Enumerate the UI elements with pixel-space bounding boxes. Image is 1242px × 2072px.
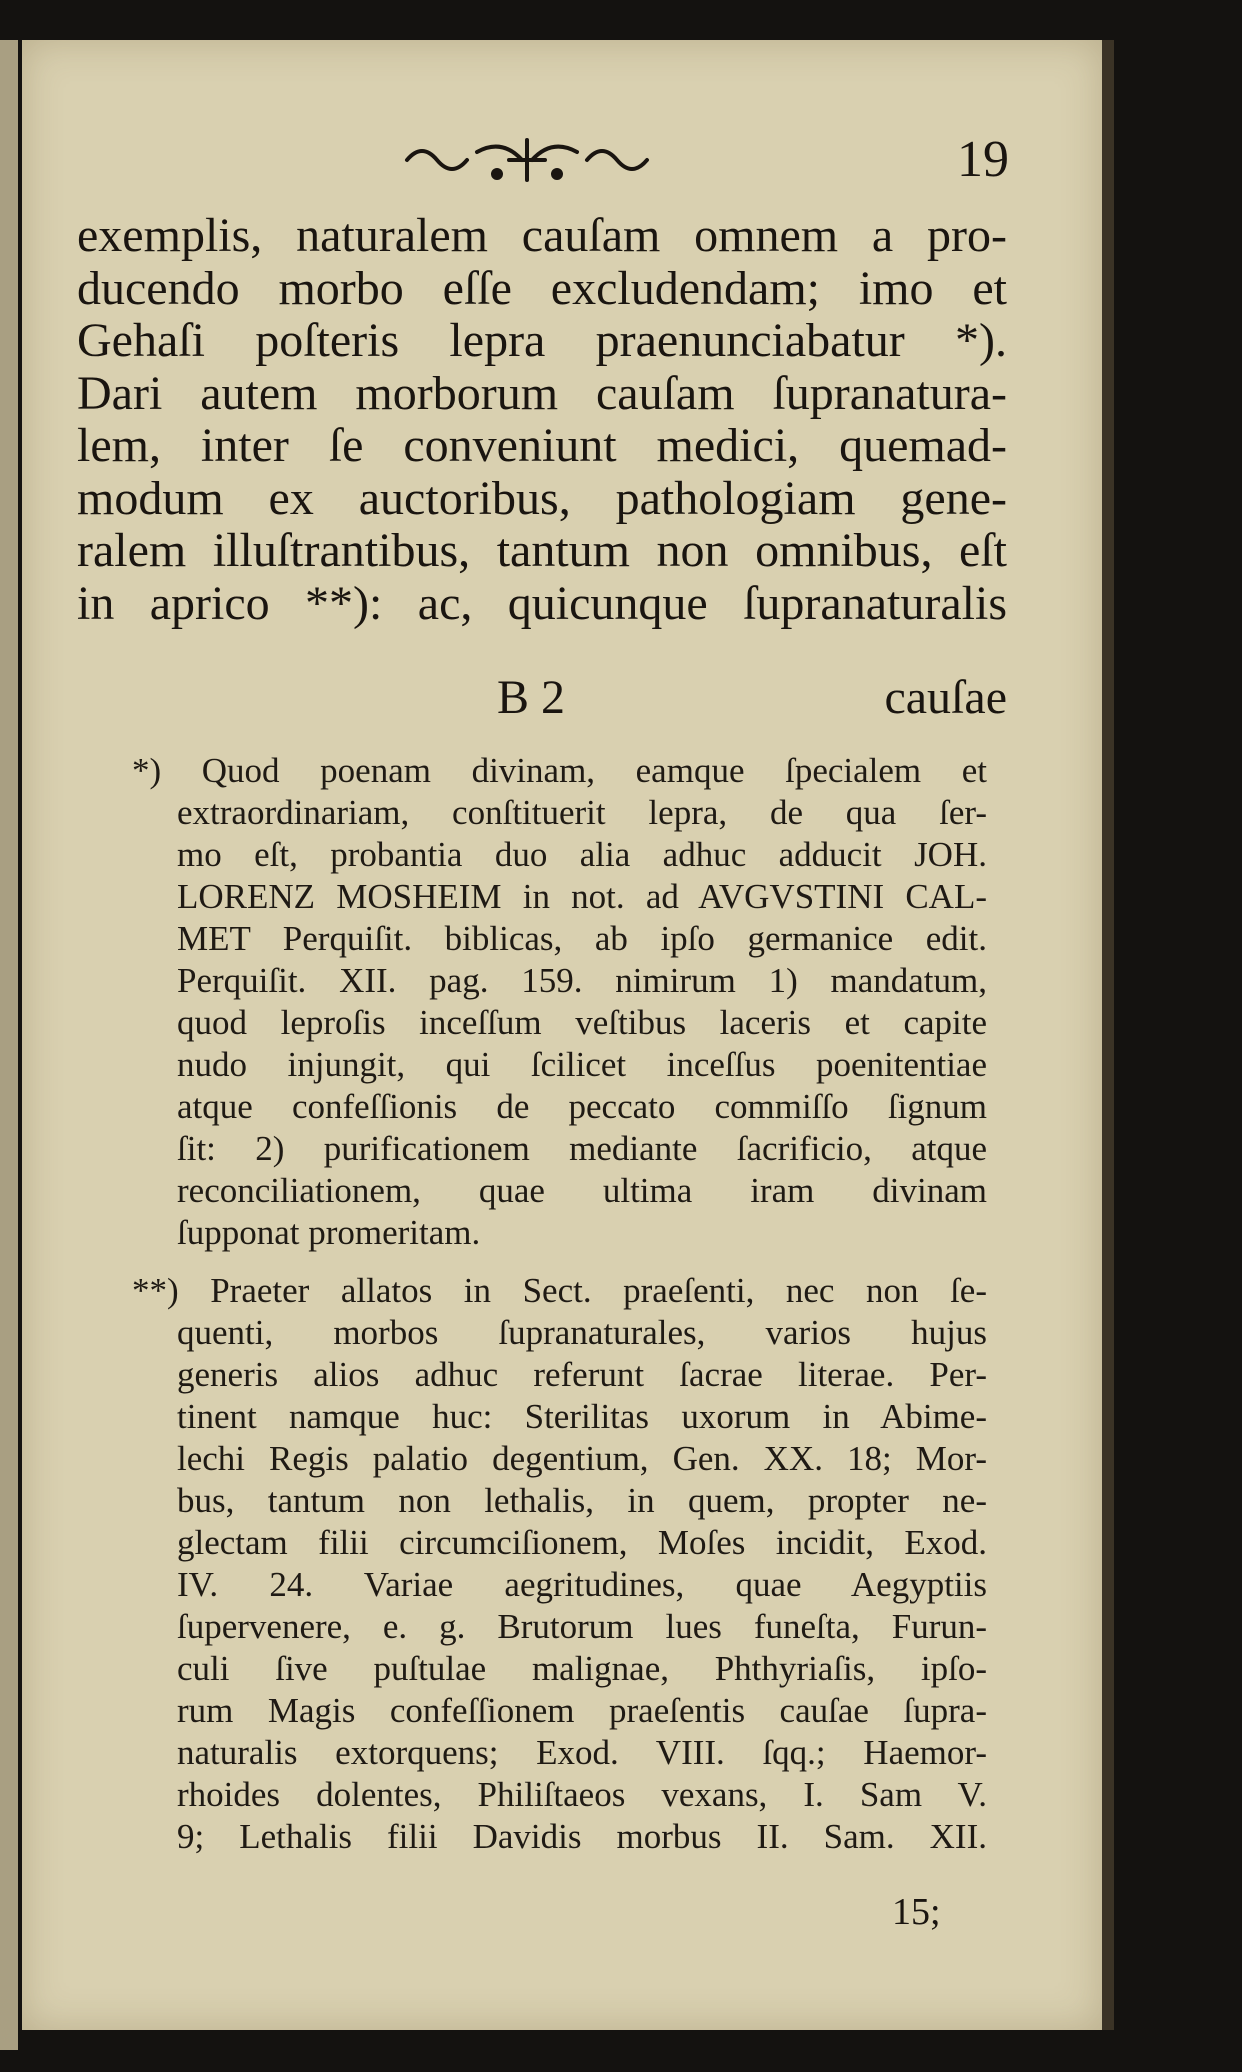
printer-ornament-icon <box>397 130 657 190</box>
footnote-text: Praeter allatos in Sect. praeſenti, nec non ſe- <box>210 1271 987 1310</box>
text-line: Gehaſi poſteris lepra praenunciabatur *). <box>77 315 1007 367</box>
footnote-line: generis alios adhuc referunt ſacrae literae. Per- <box>177 1355 987 1394</box>
catchword: cauſae <box>884 671 1007 724</box>
footnote-line: culi ſive puſtulae malignae, Phthyriaſis, ipſo- <box>177 1649 987 1688</box>
text-line: ralem illuſtrantibus, tantum non omnibus, eſt <box>77 525 1007 577</box>
footnote-line: rum Magis confeſſionem praeſentis cauſae ſupra- <box>177 1691 987 1730</box>
text-line: exemplis, naturalem cauſam omnem a pro- <box>77 210 1007 262</box>
footnote-line: IV. 24. Variae aegritudines, quae Aegyptiis <box>177 1565 987 1604</box>
footnote-line: nudo injungit, qui ſcilicet inceſſus poenitentiae <box>177 1045 987 1084</box>
footnote-line: LORENZ MOSHEIM in not. ad AVGVSTINI CAL- <box>177 877 987 916</box>
footnote-line: tinent namque huc: Sterilitas uxorum in Abime- <box>177 1397 987 1436</box>
footnote-line: ſupervenere, e. g. Brutorum lues funeſta, Furun- <box>177 1607 987 1646</box>
footnote-line: quod leproſis inceſſum veſtibus laceris et capite <box>177 1003 987 1042</box>
text-line: lem, inter ſe conveniunt medici, quemad- <box>77 420 1007 472</box>
footnote-marker: *) <box>132 751 162 790</box>
footnote-line: atque confeſſionis de peccato commiſſo ſignum <box>177 1087 987 1126</box>
text-line: ducendo morbo eſſe excludendam; imo et <box>77 262 1007 315</box>
facing-page-edge <box>0 40 18 2050</box>
footnote-line: lechi Regis palatio degentium, Gen. XX. 18; Mor- <box>177 1439 987 1478</box>
footnote-line: Perquiſit. XII. pag. 159. nimirum 1) mandatum, <box>177 961 987 1000</box>
footnote-line: bus, tantum non lethalis, in quem, propter ne- <box>177 1481 987 1520</box>
main-text-block <box>77 210 1007 630</box>
signature-row <box>77 670 1007 722</box>
footnote-line: extraordinariam, conſtituerit lepra, de qua ſer- <box>177 793 987 832</box>
footnote-line: rhoides dolentes, Philiſtaeos vexans, I. Sam V. <box>177 1775 987 1814</box>
footnote-line: naturalis extorquens; Exod. VIII. ſqq.; Haemor- <box>177 1733 987 1772</box>
footnote-2 <box>77 1270 987 1858</box>
footnote-line: mo eſt, probantia duo alia adhuc adducit JOH. <box>177 835 987 874</box>
page-header <box>22 130 1102 200</box>
text-line: in aprico **): ac, quicunque ſupranaturalis <box>77 577 1007 630</box>
footnote-line: glectam filii circumciſionem, Moſes incidit, Exod. <box>177 1523 987 1562</box>
text-line: modum ex auctoribus, pathologiam gene- <box>77 472 1007 525</box>
text-line: Dari autem morborum cauſam ſupranatura- <box>77 367 1007 420</box>
book-page <box>22 40 1102 2030</box>
footnote-line: ſupponat promeritam. <box>177 1213 481 1252</box>
footnote-line <box>77 750 987 792</box>
book-spine-edge <box>1102 40 1114 2030</box>
footnote-marker: **) <box>132 1271 179 1310</box>
signature-mark: B 2 <box>497 671 566 724</box>
footnote-1 <box>77 750 987 1254</box>
footnote-line: 9; Lethalis filii Davidis morbus II. Sam. XII. <box>177 1817 987 1856</box>
footnote-line <box>77 1270 987 1312</box>
footnote-line: MET Perquiſit. biblicas, ab ipſo germanice edit. <box>177 919 987 958</box>
footnote-line: ſit: 2) purificationem mediante ſacrificio, atque <box>177 1129 987 1168</box>
footnote-catchword: 15; <box>892 1891 941 1933</box>
footnote-text: Quod poenam divinam, eamque ſpecialem et <box>201 751 987 790</box>
footnote-line: quenti, morbos ſupranaturales, varios hujus <box>177 1313 987 1352</box>
page-number: 19 <box>957 131 1009 188</box>
footnote-line: reconciliationem, quae ultima iram divinam <box>177 1171 987 1210</box>
